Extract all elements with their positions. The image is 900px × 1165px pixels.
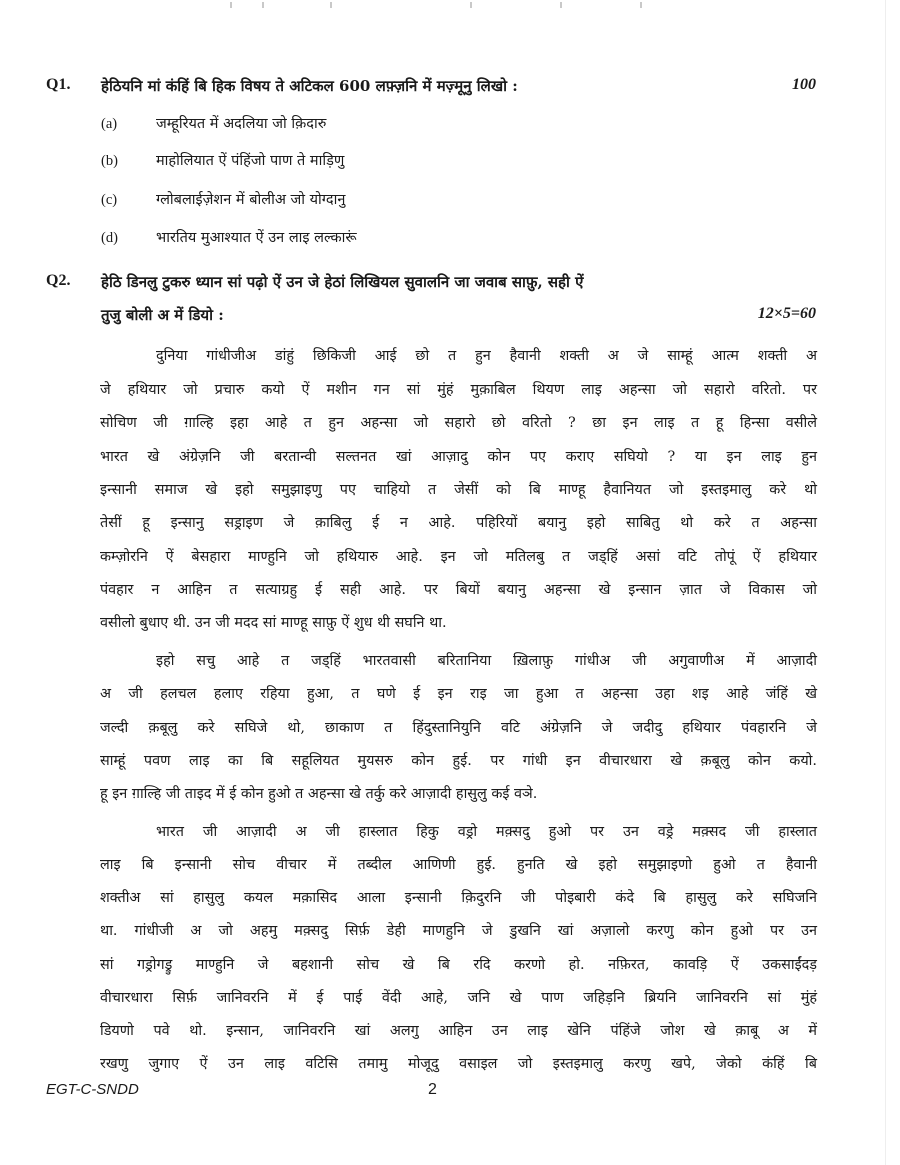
option-text: ग्लोबलाईज़ेशन में बोलीअ जो योग्दानु xyxy=(156,192,346,208)
passage-line: सोचिण जी ग़ाल्हि इहा आहे त हुन अहन्सा जो सहारो छो वरितो ? छा इन लाइ त हू हिन्सा वसीले xyxy=(100,415,817,431)
paper-code: EGT-C-SNDD xyxy=(46,1081,139,1098)
q2-marks: 12×5=60 xyxy=(757,305,816,322)
passage-line: इन्सानी समाज खे इहो समुझाइणु पए चाहियो त जेसीं को बि माण्हू हैवानियत जो इस्तइमालु करे थो xyxy=(100,482,817,498)
passage-line: साम्हूं पवण लाइ का बि सहूलियत मुयसरु कोन हुई. पर गांधी इन वीचारधारा खे क़बूलु कोन कयो. xyxy=(100,753,817,769)
option-label: (a) xyxy=(101,116,118,132)
passage-line: डियणो पवे थो. इन्सान, जानिवरनि खां अलगु आहिन उन लाइ खेनि पंहिंजे जोश खे क़ाबू अ में xyxy=(100,1023,817,1039)
passage-line: भारत जी आज़ादी अ जी हास्लात हिकु वड्रो मक़्सदु हुओ पर उन वड्रे मक़्सद जी हास्लात xyxy=(156,824,817,840)
q1-option-d xyxy=(101,227,357,247)
passage-line: रखणु जुगाए ऐं उन लाइ वटिसि तमामु मोजूदु वसाइल जो इस्तइमालु करणु खपे, जेको कंहिं बि xyxy=(100,1056,817,1072)
option-label: (c) xyxy=(101,192,118,208)
q1-number: Q1. xyxy=(46,76,71,93)
q2-prompt-line1: हेठि डिनलु टुकरु ध्यान सां पढ़ो ऐं उन जे हेठां लिखियल सुवालनि जा जवाब साफ़ु, सही ऐं xyxy=(101,273,584,291)
passage-line: भारत खे अंग्रेज़नि जी बरतान्वी सल्तनत खां आज़ादु कोन पए कराए सघियो ? या इन लाइ हुन xyxy=(100,449,817,465)
passage-line: इहो सचु आहे त जड्हिं भारतवासी बरितानिया ख़िलाफ़ु गांधीअ जी अगुवाणीअ में आज़ादी xyxy=(156,653,817,669)
passage-line: लाइ बि इन्सानी सोच वीचार में तब्दील आणिणी हुई. हुनति खे इहो समुझाइणो हुओ त हैवानी xyxy=(100,857,817,873)
q1-option-b xyxy=(101,150,344,170)
passage-line: वीचारधारा सिर्फ़ जानिवरनि में ई पाई वेंदी आहे, जनि खे पाण जहिड़नि ब्रियनि जानिवरनि सां मुंहं xyxy=(100,990,817,1006)
option-label: (b) xyxy=(101,153,118,169)
q1-option-c xyxy=(101,189,345,209)
q1-marks: 100 xyxy=(792,76,816,93)
scan-right-edge xyxy=(885,0,886,1165)
passage-line: वसीलो बुधाए थी. उन जी मदद सां माण्हू साफ़ु ऐं शुध थी सघनि था. xyxy=(100,615,447,631)
passage-line: अ जी हलचल हलाए रहिया हुआ, त घणे ई इन राइ जा हुआ त अहन्सा उहा शइ आहे जंहिं खे xyxy=(100,686,817,702)
passage-line: सां गड्रोगड्रु माण्हुनि जे बहशानी सोच खे बि रदि करणो हो. नफ़िरत, कावड़ि ऐं उकसाईंदड़ xyxy=(100,957,817,973)
option-text: माहोलियात ऐं पंहिंजो पाण ते माड़िणु xyxy=(156,153,345,169)
q1-prompt: हेठियनि मां कंहिं बि हिक विषय ते अटिकल 600 लफ़्ज़नि में मज़्मूनु लिखो : xyxy=(101,77,518,95)
passage-line: कम्ज़ोरनि ऐं बेसहारा माण्हुनि जो हथियारु आहे. इन जो मतिलबु त जड्हिं असां वटि तोपूं ऐं हथियार xyxy=(100,549,817,565)
q2-number: Q2. xyxy=(46,272,71,289)
passage-line: दुनिया गांधीजीअ डांहुं छिकिजी आई छो त हुन हैवानी शक्ती अ जे साम्हूं आत्म शक्ती अ xyxy=(156,348,817,364)
passage-line: हू इन ग़ाल्हि जी ताइद में ई कोन हुओ त अहन्सा खे तर्कु करे आज़ादी हासुलु कई वञे. xyxy=(100,786,538,802)
passage-line: जल्दी क़बूलु करे सघिजे थो, छाकाण त हिंदुस्तानियुनि वटि अंग्रेज़नि जे जदीदु हथियार पंवहारनि जे xyxy=(100,720,817,736)
scan-top-edge xyxy=(0,0,900,14)
option-text: भारतिय मुआश्यात ऐं उन लाइ लल्कारूं xyxy=(156,230,357,246)
passage-line: था. गांधीजी अ जो अहमु मक़्सदु सिर्फ़ डेही माणहुनि जे डुखनि खां अज़ालो करणु कोन हुओ पर उन xyxy=(100,923,817,939)
option-text: जम्हूरियत में अदलिया जो क़िदारु xyxy=(156,116,327,132)
option-label: (d) xyxy=(101,230,118,246)
passage-line: पंवहार न आहिन त सत्याग्रहु ई सही आहे. पर बियों बयानु अहन्सा खे इन्सान ज़ात जे विकास जो xyxy=(100,582,817,598)
passage-line: तेसीं हू इन्सानु सड्राइण जे क़ाबिलु ई न आहे. पहिरियों बयानु इहो साबितु थो करे त अहन्सा xyxy=(100,515,817,531)
q1-option-a xyxy=(101,113,326,133)
passage-line: जे हथियार जो प्रचारु कयो ऐं मशीन गन सां मुंहं मुक़ाबिल थियण लाइ अहन्सा जो सहारो वरितो. पर xyxy=(100,382,817,398)
q2-prompt-line2: तुजु बोली अ में डियो : xyxy=(101,306,224,324)
passage-line: शक्तीअ सां हासुलु कयल मक़ासिद आला इन्सानी क़िदुरनि जी पोइबारी कंदे बि हासुलु करे सघिजनि xyxy=(100,890,817,906)
page-number: 2 xyxy=(428,1081,437,1098)
